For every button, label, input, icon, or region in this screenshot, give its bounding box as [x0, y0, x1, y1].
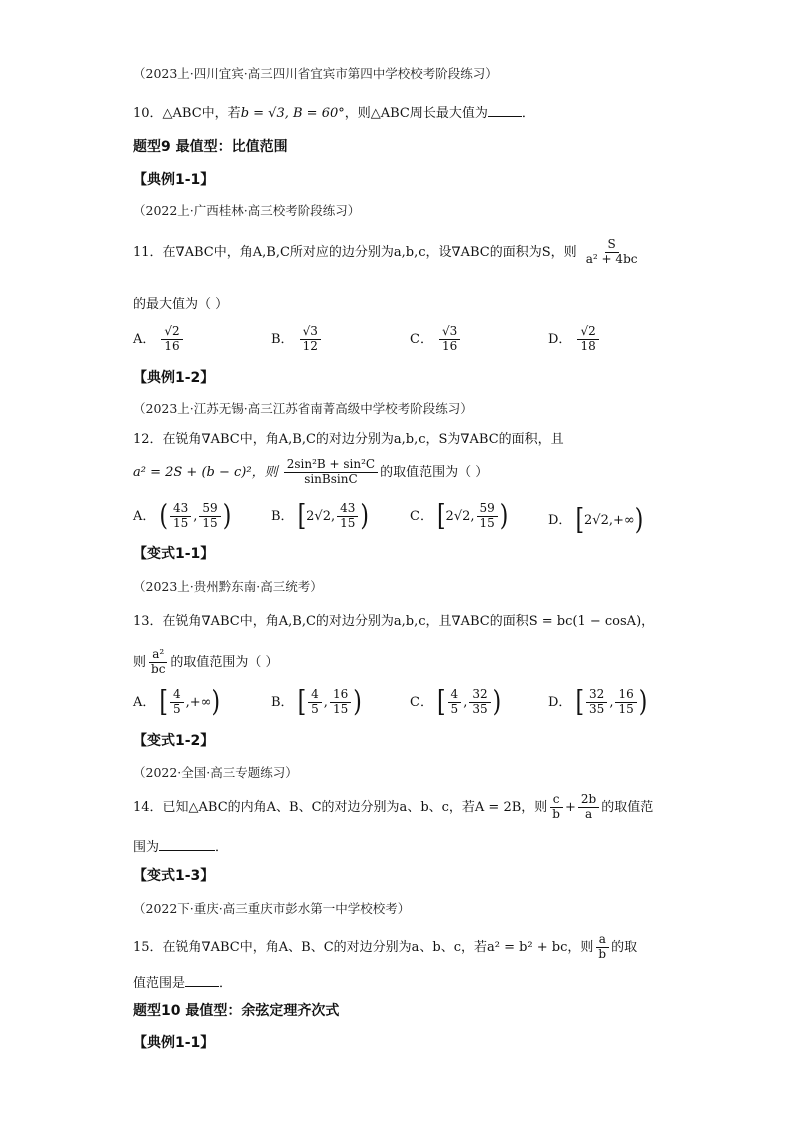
denominator: 15 [618, 701, 634, 716]
denominator: 12 [302, 338, 318, 353]
fraction [161, 325, 182, 354]
option-label: B． [271, 331, 294, 347]
numerator: √3 [300, 325, 321, 340]
denominator: 15 [202, 515, 218, 530]
left-bracket: [ [575, 504, 585, 537]
denominator: 18 [580, 338, 596, 353]
question-text: 在锐角∇ABC中，角A,B,C的对边分别为a,b,c，且∇ABC的面积S = bc(1 − cosA)， [162, 614, 655, 629]
interval-end: +∞ [613, 513, 635, 528]
source-note-q12: （2023上·江苏无锡·高三江苏省南菁高级中学校考阶段练习） [133, 401, 473, 416]
question-text: 的取值范围为（ ） [170, 654, 279, 670]
option-label: D． [548, 694, 572, 710]
numerator: 16 [330, 688, 351, 703]
left-bracket: [ [159, 686, 168, 719]
left-bracket: [ [297, 686, 307, 719]
option-a[interactable]: A． ( $\frac{43}{15}$ , $\frac{59}{15}$ ) [133, 500, 232, 533]
question-15 [133, 933, 637, 962]
numerator: √3 [439, 325, 460, 340]
numerator: 16 [615, 688, 636, 703]
section-heading-10: 题型10 最值型：余弦定理齐次式 [133, 1003, 340, 1019]
option-b[interactable] [271, 325, 323, 354]
option-label: D． [548, 513, 572, 528]
question-12 [133, 432, 564, 448]
denominator: 15 [172, 515, 189, 530]
question-number: 12． [133, 432, 163, 447]
interval-start: 2√2 [306, 508, 331, 524]
numerator: 32 [469, 688, 490, 703]
numerator: 4 [448, 688, 462, 703]
question-text: 值范围是 [133, 976, 186, 991]
fraction [549, 793, 563, 822]
option-c[interactable] [410, 325, 462, 354]
answer-blank [488, 104, 522, 117]
fraction [586, 688, 607, 717]
question-13 [133, 614, 654, 630]
left-bracket: [ [436, 500, 446, 533]
question-text: 在锐角∇ABC中，角A、B、C的对边分别为a、b、c，若a² = b² + bc，则 [162, 939, 594, 955]
option-a[interactable]: A． [ $\frac{4}{5}$ ,+∞) [133, 686, 221, 719]
variant-tag: 【变式1-2】 [133, 733, 215, 749]
fraction [448, 688, 462, 717]
denominator: a² + 4bc [585, 251, 638, 266]
option-b[interactable]: B． [ $\frac{4}{5}$ , $\frac{16}{15}$ ) [271, 686, 362, 719]
option-d[interactable] [548, 325, 601, 354]
example-tag: 【典例1-2】 [133, 370, 215, 386]
answer-blank [159, 838, 215, 851]
numerator: 2b [578, 793, 599, 808]
denominator: 5 [172, 701, 181, 716]
left-bracket: [ [575, 686, 585, 719]
plus-sign: + [564, 799, 576, 815]
fraction [199, 502, 220, 531]
question-13-line-2 [133, 648, 279, 677]
numerator: c [550, 793, 563, 808]
source-note-q15: （2022下·重庆·高三重庆市彭水第一中学校校考） [133, 901, 411, 916]
question-text: 在锐角∇ABC中，角A,B,C的对边分别为a,b,c，S为∇ABC的面积，且 [162, 432, 564, 447]
question-number: 10． [133, 106, 163, 121]
denominator: 5 [311, 701, 319, 716]
fraction [284, 458, 378, 487]
denominator: 16 [164, 338, 180, 353]
denominator: 35 [589, 701, 605, 716]
numerator: 2sin²B + sin²C [284, 458, 378, 473]
fraction [170, 502, 191, 531]
option-c[interactable]: C． [ $\frac{4}{5}$ , $\frac{32}{35}$ ) [410, 686, 502, 719]
left-bracket: [ [436, 686, 446, 719]
question-10 [133, 104, 535, 122]
right-bracket: ) [638, 686, 648, 719]
fraction [300, 325, 321, 354]
fraction [578, 793, 599, 822]
question-text: △ABC中，若 [162, 106, 241, 121]
option-label: B． [271, 694, 294, 710]
numerator: 43 [337, 502, 358, 517]
answer-blank [185, 974, 219, 987]
question-text: 已知△ABC的内角A、B、C的对边分别为a、b、c，若A = 2B，则 [162, 799, 548, 815]
denominator: 15 [332, 701, 349, 716]
question-14-line-2 [133, 838, 228, 856]
interval-start: 2√2 [584, 513, 609, 528]
fraction [148, 648, 168, 677]
numerator: 43 [170, 502, 191, 517]
denominator: 15 [479, 515, 495, 530]
question-text: 围为 [133, 840, 160, 855]
right-bracket: ) [499, 500, 509, 533]
right-bracket: ) [211, 686, 221, 719]
equation: a² = 2S + (b − c)²，则 [133, 464, 278, 480]
question-text: 则 [133, 654, 147, 670]
fraction [577, 325, 598, 354]
denominator: 15 [340, 515, 356, 530]
denominator: 5 [450, 701, 459, 716]
option-a[interactable] [133, 325, 185, 354]
question-text: 的最大值为（ ） [133, 297, 229, 312]
option-label: A． [133, 694, 156, 710]
option-label: C． [410, 331, 433, 347]
fraction [337, 502, 358, 531]
numerator: 59 [199, 502, 220, 517]
denominator: 16 [441, 338, 458, 353]
numerator: S [605, 238, 619, 253]
interval-end: +∞ [189, 694, 212, 710]
question-number: 13． [133, 614, 163, 629]
question-12-line-2 [133, 458, 488, 487]
denominator: b [552, 806, 560, 821]
option-b[interactable]: B． [2√2, $\frac{43}{15}$ ) [271, 500, 369, 533]
denominator: a [584, 806, 593, 821]
interval-start: 2√2 [445, 508, 471, 524]
source-note-q13: （2023上·贵州黔东南·高三统考） [133, 579, 323, 594]
question-text: 的取值范 [601, 799, 654, 815]
question-text: 的取 [611, 939, 638, 955]
question-text: ，则△ABC周长最大值为 [344, 106, 488, 121]
fraction [170, 688, 184, 717]
question-number: 11． [133, 244, 163, 260]
fraction [583, 238, 641, 267]
question-11 [133, 238, 642, 267]
numerator: 59 [477, 502, 498, 517]
source-note-q10: （2023上·四川宜宾·高三四川省宜宾市第四中学校校考阶段练习） [133, 66, 498, 81]
numerator: 4 [170, 688, 184, 703]
right-bracket: ) [222, 500, 232, 533]
denominator: bc [151, 661, 166, 676]
right-bracket: ) [353, 686, 362, 719]
section-heading-9: 题型9 最值型：比值范围 [133, 139, 288, 155]
numerator: √2 [577, 325, 598, 340]
numerator: √2 [161, 325, 182, 340]
condition: b = √3, B = 60° [240, 106, 345, 121]
variant-tag: 【变式1-3】 [133, 868, 215, 884]
option-d[interactable]: D． [2√2,+∞) [548, 504, 644, 537]
variant-tag: 【变式1-1】 [133, 546, 215, 562]
numerator: 32 [586, 688, 607, 703]
denominator: 35 [472, 701, 488, 716]
right-bracket: ) [360, 500, 369, 533]
numerator: a² [149, 648, 167, 663]
right-bracket: ) [492, 686, 502, 719]
right-bracket: ) [634, 504, 644, 537]
numerator: a [596, 933, 609, 948]
fraction [615, 688, 636, 717]
source-note-q14: （2022·全国·高三专题练习） [133, 765, 298, 780]
numerator: 4 [308, 688, 322, 703]
fraction [469, 688, 490, 717]
option-c[interactable]: C． [2√2, $\frac{59}{15}$ ) [410, 500, 509, 533]
example-tag: 【典例1-1】 [133, 1035, 215, 1051]
fraction [330, 688, 351, 717]
left-bracket: ( [159, 500, 168, 533]
question-14 [133, 793, 653, 822]
option-label: B． [271, 508, 294, 524]
question-text: 的取值范围为（ ） [380, 464, 489, 480]
option-d[interactable]: D． [ $\frac{32}{35}$ , $\frac{16}{15}$ ) [548, 686, 648, 719]
fraction [308, 688, 322, 717]
fraction [595, 933, 609, 962]
denominator: sinBsinC [304, 471, 358, 486]
question-text: 在∇ABC中，角A,B,C所对应的边分别为a,b,c，设∇ABC的面积为S，则 [162, 244, 577, 260]
option-label: A． [133, 331, 156, 347]
period: ． [219, 976, 233, 991]
fraction [477, 502, 498, 531]
option-label: C． [410, 694, 433, 710]
option-label: C． [410, 508, 433, 524]
source-note-q11: （2022上·广西桂林·高三校考阶段练习） [133, 203, 361, 218]
left-bracket: [ [297, 500, 307, 533]
question-15-line-2 [133, 974, 232, 992]
question-number: 15． [133, 939, 163, 955]
period: ． [215, 840, 229, 855]
question-number: 14． [133, 799, 163, 815]
option-label: D． [548, 331, 572, 347]
example-tag: 【典例1-1】 [133, 172, 215, 188]
option-label: A． [133, 508, 156, 524]
period: ． [521, 106, 535, 121]
fraction [439, 325, 460, 354]
denominator: b [598, 946, 607, 961]
